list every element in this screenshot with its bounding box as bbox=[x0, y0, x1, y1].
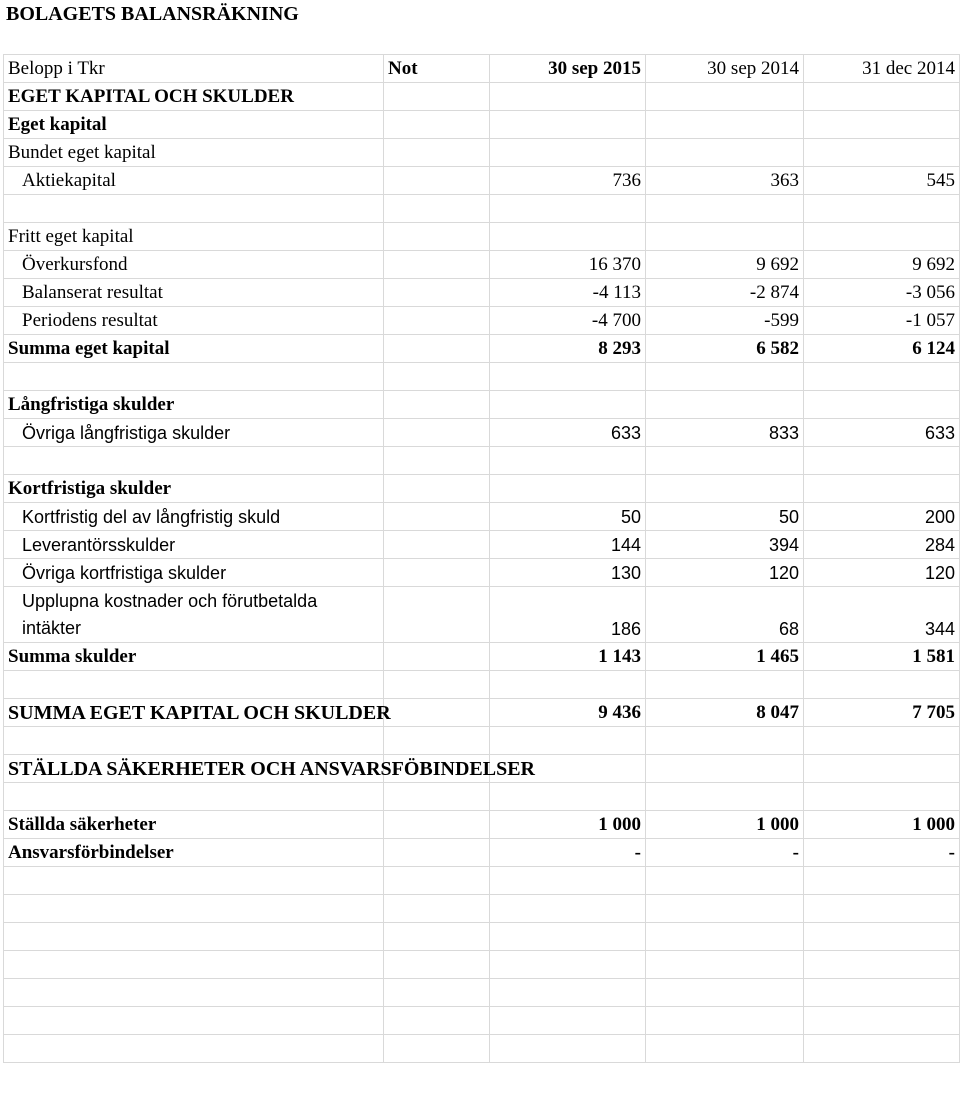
empty-row bbox=[4, 923, 960, 951]
table-row bbox=[4, 587, 960, 643]
row-value bbox=[490, 727, 646, 755]
row-note bbox=[384, 839, 490, 867]
row-label: Periodens resultat bbox=[4, 307, 384, 335]
table-row bbox=[4, 755, 960, 783]
row-value: -2 874 bbox=[646, 279, 804, 307]
row-value bbox=[646, 671, 804, 699]
row-note bbox=[384, 307, 490, 335]
row-value bbox=[646, 391, 804, 419]
row-value bbox=[646, 83, 804, 111]
row-note bbox=[384, 587, 490, 643]
row-label bbox=[4, 363, 384, 391]
row-value bbox=[804, 783, 960, 811]
row-value: 1 581 bbox=[804, 643, 960, 671]
row-value: 50 bbox=[490, 503, 646, 531]
table-row bbox=[4, 195, 960, 223]
row-note bbox=[384, 559, 490, 587]
table-row bbox=[4, 839, 960, 867]
row-label: Övriga kortfristiga skulder bbox=[4, 559, 384, 587]
row-label: Övriga långfristiga skulder bbox=[4, 419, 384, 447]
row-value: 633 bbox=[490, 419, 646, 447]
empty-cell bbox=[384, 867, 490, 895]
empty-cell bbox=[646, 951, 804, 979]
table-row bbox=[4, 783, 960, 811]
empty-row bbox=[4, 979, 960, 1007]
row-value bbox=[490, 391, 646, 419]
empty-cell bbox=[646, 979, 804, 1007]
row-note bbox=[384, 783, 490, 811]
empty-cell bbox=[4, 951, 384, 979]
empty-cell bbox=[804, 1007, 960, 1035]
row-value bbox=[804, 195, 960, 223]
row-label: Leverantörsskulder bbox=[4, 531, 384, 559]
empty-row bbox=[4, 1035, 960, 1063]
empty-cell bbox=[4, 923, 384, 951]
row-note bbox=[384, 391, 490, 419]
row-label: Eget kapital bbox=[4, 111, 384, 139]
empty-cell bbox=[804, 895, 960, 923]
row-value: 186 bbox=[490, 587, 646, 643]
empty-cell bbox=[384, 1007, 490, 1035]
row-value: -4 700 bbox=[490, 307, 646, 335]
empty-cell bbox=[4, 979, 384, 1007]
row-value: 144 bbox=[490, 531, 646, 559]
row-note bbox=[384, 419, 490, 447]
row-value: 8 293 bbox=[490, 335, 646, 363]
row-value: 6 124 bbox=[804, 335, 960, 363]
table-row bbox=[4, 419, 960, 447]
row-value bbox=[646, 139, 804, 167]
table-row bbox=[4, 83, 960, 111]
row-value: 363 bbox=[646, 167, 804, 195]
empty-cell bbox=[804, 979, 960, 1007]
row-label bbox=[4, 195, 384, 223]
row-value bbox=[646, 755, 804, 783]
row-value: 1 000 bbox=[490, 811, 646, 839]
table-row bbox=[4, 391, 960, 419]
empty-cell bbox=[490, 895, 646, 923]
row-label: Aktiekapital bbox=[4, 167, 384, 195]
row-note bbox=[384, 251, 490, 279]
row-value: -4 113 bbox=[490, 279, 646, 307]
row-note bbox=[384, 503, 490, 531]
empty-cell bbox=[646, 867, 804, 895]
row-value: 545 bbox=[804, 167, 960, 195]
row-value: 1 000 bbox=[804, 811, 960, 839]
row-value bbox=[490, 111, 646, 139]
row-note bbox=[384, 363, 490, 391]
empty-row bbox=[4, 1007, 960, 1035]
empty-row bbox=[4, 951, 960, 979]
empty-cell bbox=[384, 923, 490, 951]
empty-cell bbox=[646, 1035, 804, 1063]
empty-cell bbox=[490, 979, 646, 1007]
empty-cell bbox=[804, 867, 960, 895]
row-value: 7 705 bbox=[804, 699, 960, 727]
row-note bbox=[384, 167, 490, 195]
row-note bbox=[384, 447, 490, 475]
row-value: 1 465 bbox=[646, 643, 804, 671]
row-note bbox=[384, 699, 490, 727]
row-label: EGET KAPITAL OCH SKULDER bbox=[4, 83, 384, 111]
row-value bbox=[490, 783, 646, 811]
row-value bbox=[804, 391, 960, 419]
table-row bbox=[4, 559, 960, 587]
table-row bbox=[4, 251, 960, 279]
row-value: 833 bbox=[646, 419, 804, 447]
table-row bbox=[4, 671, 960, 699]
row-label: Kortfristiga skulder bbox=[4, 475, 384, 503]
row-value bbox=[646, 783, 804, 811]
table-row bbox=[4, 307, 960, 335]
row-value: 200 bbox=[804, 503, 960, 531]
row-value: 736 bbox=[490, 167, 646, 195]
row-value bbox=[804, 223, 960, 251]
row-label bbox=[4, 727, 384, 755]
empty-cell bbox=[384, 951, 490, 979]
row-value: 120 bbox=[646, 559, 804, 587]
table-row bbox=[4, 447, 960, 475]
row-note bbox=[384, 335, 490, 363]
row-value bbox=[646, 447, 804, 475]
row-value: 394 bbox=[646, 531, 804, 559]
empty-cell bbox=[646, 923, 804, 951]
table-row bbox=[4, 223, 960, 251]
table-row bbox=[4, 811, 960, 839]
row-label: Summa eget kapital bbox=[4, 335, 384, 363]
table-row bbox=[4, 727, 960, 755]
row-label bbox=[4, 671, 384, 699]
table-row bbox=[4, 335, 960, 363]
empty-row bbox=[4, 895, 960, 923]
table-row bbox=[4, 503, 960, 531]
row-value: 633 bbox=[804, 419, 960, 447]
row-value bbox=[646, 223, 804, 251]
table-row bbox=[4, 111, 960, 139]
row-label: Ansvarsförbindelser bbox=[4, 839, 384, 867]
row-label: Balanserat resultat bbox=[4, 279, 384, 307]
row-label: STÄLLDA SÄKERHETER OCH ANSVARSFÖBINDELSER bbox=[4, 755, 384, 783]
row-note bbox=[384, 811, 490, 839]
row-value: 50 bbox=[646, 503, 804, 531]
row-value: 9 692 bbox=[804, 251, 960, 279]
row-value: 130 bbox=[490, 559, 646, 587]
row-label bbox=[4, 783, 384, 811]
row-note bbox=[384, 531, 490, 559]
empty-cell bbox=[804, 1035, 960, 1063]
row-value: -599 bbox=[646, 307, 804, 335]
header-note: Not bbox=[384, 55, 490, 83]
row-value: 9 692 bbox=[646, 251, 804, 279]
empty-cell bbox=[490, 1007, 646, 1035]
row-value bbox=[490, 447, 646, 475]
row-value: -1 057 bbox=[804, 307, 960, 335]
row-note bbox=[384, 671, 490, 699]
row-value bbox=[804, 755, 960, 783]
row-value bbox=[804, 111, 960, 139]
row-label: Kortfristig del av långfristig skuld bbox=[4, 503, 384, 531]
table-row bbox=[4, 643, 960, 671]
row-label bbox=[4, 447, 384, 475]
empty-cell bbox=[490, 867, 646, 895]
row-value bbox=[804, 727, 960, 755]
row-note bbox=[384, 139, 490, 167]
row-label: Fritt eget kapital bbox=[4, 223, 384, 251]
empty-cell bbox=[490, 951, 646, 979]
empty-cell bbox=[804, 951, 960, 979]
table-row bbox=[4, 699, 960, 727]
table-row bbox=[4, 363, 960, 391]
row-value bbox=[646, 727, 804, 755]
empty-cell bbox=[646, 895, 804, 923]
header-col-2014: 30 sep 2014 bbox=[646, 55, 804, 83]
row-label: Bundet eget kapital bbox=[4, 139, 384, 167]
row-note bbox=[384, 643, 490, 671]
row-value bbox=[490, 223, 646, 251]
row-value bbox=[646, 195, 804, 223]
row-note bbox=[384, 223, 490, 251]
empty-cell bbox=[646, 1007, 804, 1035]
row-value: 344 bbox=[804, 587, 960, 643]
row-value bbox=[490, 475, 646, 503]
row-value: 1 143 bbox=[490, 643, 646, 671]
row-note bbox=[384, 83, 490, 111]
row-value bbox=[490, 139, 646, 167]
empty-cell bbox=[384, 1035, 490, 1063]
row-label: Överkursfond bbox=[4, 251, 384, 279]
header-col-dec2014: 31 dec 2014 bbox=[804, 55, 960, 83]
row-note bbox=[384, 111, 490, 139]
page-title: BOLAGETS BALANSRÄKNING bbox=[6, 3, 299, 25]
row-value bbox=[804, 83, 960, 111]
row-label: SUMMA EGET KAPITAL OCH SKULDER bbox=[4, 699, 384, 727]
row-value: 68 bbox=[646, 587, 804, 643]
header-amount-label: Belopp i Tkr bbox=[4, 55, 384, 83]
row-value: 1 000 bbox=[646, 811, 804, 839]
empty-cell bbox=[4, 867, 384, 895]
header-row bbox=[4, 55, 960, 83]
row-value: 120 bbox=[804, 559, 960, 587]
row-value bbox=[804, 671, 960, 699]
row-value bbox=[490, 363, 646, 391]
empty-cell bbox=[490, 1035, 646, 1063]
row-value bbox=[646, 363, 804, 391]
table-row bbox=[4, 531, 960, 559]
header-col-2015: 30 sep 2015 bbox=[490, 55, 646, 83]
row-label: Ställda säkerheter bbox=[4, 811, 384, 839]
row-note bbox=[384, 195, 490, 223]
empty-cell bbox=[4, 1007, 384, 1035]
row-value bbox=[804, 363, 960, 391]
row-value: - bbox=[490, 839, 646, 867]
row-value bbox=[490, 195, 646, 223]
row-note bbox=[384, 727, 490, 755]
row-value: 6 582 bbox=[646, 335, 804, 363]
row-value: 9 436 bbox=[490, 699, 646, 727]
row-value bbox=[646, 475, 804, 503]
row-value bbox=[804, 139, 960, 167]
row-value bbox=[490, 83, 646, 111]
row-value bbox=[490, 671, 646, 699]
row-value bbox=[804, 447, 960, 475]
empty-cell bbox=[4, 1035, 384, 1063]
balance-sheet-table bbox=[3, 54, 960, 1063]
row-label: Långfristiga skulder bbox=[4, 391, 384, 419]
row-label: Summa skulder bbox=[4, 643, 384, 671]
empty-cell bbox=[4, 895, 384, 923]
row-value bbox=[804, 475, 960, 503]
row-label: Upplupna kostnader och förutbetalda intäkter bbox=[4, 587, 384, 643]
empty-cell bbox=[384, 979, 490, 1007]
row-note bbox=[384, 279, 490, 307]
row-value: 284 bbox=[804, 531, 960, 559]
empty-cell bbox=[384, 895, 490, 923]
row-note bbox=[384, 475, 490, 503]
table-row bbox=[4, 167, 960, 195]
table-row bbox=[4, 279, 960, 307]
row-value: - bbox=[804, 839, 960, 867]
row-value: 16 370 bbox=[490, 251, 646, 279]
table-row bbox=[4, 475, 960, 503]
row-value: -3 056 bbox=[804, 279, 960, 307]
row-value: 8 047 bbox=[646, 699, 804, 727]
empty-cell bbox=[804, 923, 960, 951]
table-row bbox=[4, 139, 960, 167]
row-value: - bbox=[646, 839, 804, 867]
empty-row bbox=[4, 867, 960, 895]
row-value bbox=[646, 111, 804, 139]
empty-cell bbox=[490, 923, 646, 951]
